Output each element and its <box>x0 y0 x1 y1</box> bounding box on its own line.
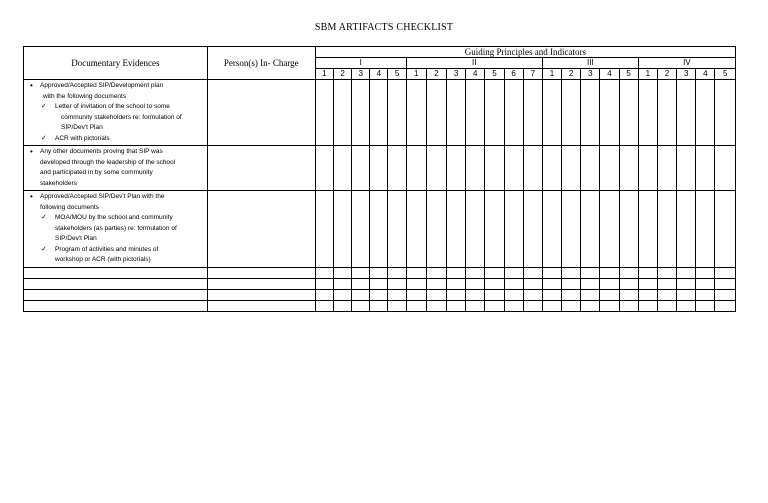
indicator-cell[interactable] <box>352 191 370 268</box>
evidence-cell[interactable] <box>24 289 208 300</box>
indicator-cell[interactable] <box>619 80 638 146</box>
indicator-cell[interactable] <box>523 80 542 146</box>
indicator-cell[interactable] <box>581 80 600 146</box>
indicator-cell[interactable] <box>370 80 388 146</box>
indicator-cell[interactable] <box>542 80 561 146</box>
person-in-charge-cell[interactable] <box>207 267 315 278</box>
header-guiding-principles: Guiding Principles and Indicators <box>315 47 735 58</box>
evidence-cell[interactable] <box>24 278 208 289</box>
indicator-number: 2 <box>426 69 446 80</box>
indicator-cell[interactable] <box>447 191 466 268</box>
indicator-number: 4 <box>696 69 715 80</box>
indicator-cell[interactable] <box>466 191 485 268</box>
check-mark-icon: ✓ <box>41 245 47 253</box>
indicator-number: 5 <box>619 69 638 80</box>
check-mark-icon: ✓ <box>41 214 47 221</box>
indicator-cell[interactable] <box>600 80 619 146</box>
indicator-cell[interactable] <box>466 146 485 191</box>
principle-header: II <box>406 58 542 69</box>
evidence-line: community stakeholders re: formulation of <box>61 113 182 121</box>
check-mark-icon: ✓ <box>41 134 47 142</box>
evidence-check-line: ✓ Letter of invitation of the school to some <box>27 102 205 113</box>
evidence-line: and participated in by some community <box>40 169 153 176</box>
indicator-cell[interactable] <box>696 80 715 146</box>
indicator-cell[interactable] <box>523 146 542 191</box>
indicator-number: 1 <box>542 69 561 80</box>
indicator-cell[interactable] <box>388 80 406 146</box>
evidence-check-line: ✓ Program of activities and minutes of <box>27 245 205 256</box>
indicator-cell[interactable] <box>485 146 504 191</box>
indicator-number: 4 <box>600 69 619 80</box>
indicator-cell[interactable] <box>677 80 696 146</box>
indicator-cell[interactable] <box>406 80 426 146</box>
indicator-cell[interactable] <box>677 146 696 191</box>
empty-table-row <box>24 267 736 278</box>
empty-table-row <box>24 300 736 311</box>
indicator-cell[interactable] <box>696 146 715 191</box>
indicator-number: 2 <box>333 69 351 80</box>
evidence-bullet-line: • Any other documents proving that SIP was <box>27 147 205 158</box>
table-row <box>24 191 736 268</box>
indicator-number: 4 <box>370 69 388 80</box>
header-persons-in-charge: Person(s) In- Charge <box>207 47 315 80</box>
indicator-cell[interactable] <box>677 191 696 268</box>
empty-table-row <box>24 278 736 289</box>
indicator-cell[interactable] <box>388 146 406 191</box>
indicator-cell[interactable] <box>352 80 370 146</box>
indicator-number: 1 <box>406 69 426 80</box>
evidence-check-line: ✓ ACR with pictorials <box>27 134 205 145</box>
indicator-cell[interactable] <box>426 191 446 268</box>
indicator-number: 5 <box>388 69 406 80</box>
indicator-number: 6 <box>504 69 523 80</box>
indicator-cell[interactable] <box>600 146 619 191</box>
indicator-cell[interactable] <box>406 146 426 191</box>
indicator-cell[interactable] <box>406 191 426 268</box>
indicator-cell[interactable] <box>562 80 581 146</box>
indicator-cell[interactable] <box>657 80 676 146</box>
person-in-charge-cell[interactable] <box>207 278 315 289</box>
evidence-line: stakeholders (as parties) re: formulation of <box>55 224 177 232</box>
person-in-charge-cell[interactable] <box>207 191 315 268</box>
evidence-line: following documents <box>40 203 99 211</box>
indicator-cell[interactable] <box>696 191 715 268</box>
indicator-number: 7 <box>523 69 542 80</box>
indicator-cell[interactable] <box>638 146 657 191</box>
evidence-line: developed through the leadership of the school <box>40 158 176 166</box>
indicator-cell[interactable] <box>315 191 333 268</box>
indicator-cell[interactable] <box>447 146 466 191</box>
indicator-cell[interactable] <box>315 146 333 191</box>
indicator-cell[interactable] <box>523 191 542 268</box>
indicator-number: 3 <box>677 69 696 80</box>
indicator-number: 2 <box>562 69 581 80</box>
indicator-cell[interactable] <box>657 146 676 191</box>
indicator-number: 1 <box>638 69 657 80</box>
indicator-cell[interactable] <box>619 146 638 191</box>
evidence-cell[interactable] <box>24 300 208 311</box>
evidence-bullet-line: • Approved/Accepted SIP/Dev't Plan with the <box>27 192 205 203</box>
principle-header: III <box>542 58 638 69</box>
indicator-cell[interactable] <box>562 146 581 191</box>
header-documentary-evidences: Documentary Evidences <box>24 47 208 80</box>
indicator-cell[interactable] <box>352 146 370 191</box>
indicator-cell[interactable] <box>638 191 657 268</box>
indicator-number: 3 <box>581 69 600 80</box>
indicator-cell[interactable] <box>542 191 561 268</box>
principle-header: IV <box>638 58 735 69</box>
evidence-cell <box>24 191 208 268</box>
indicator-cell[interactable] <box>504 80 523 146</box>
indicator-cell[interactable] <box>388 191 406 268</box>
evidence-line: workshop or ACR (with pictorials) <box>55 256 151 263</box>
person-in-charge-cell[interactable] <box>207 146 315 191</box>
indicator-cell[interactable] <box>370 191 388 268</box>
indicator-cell[interactable] <box>619 191 638 268</box>
evidence-line: stakeholders <box>40 179 77 187</box>
indicator-cell[interactable] <box>485 80 504 146</box>
indicator-cell[interactable] <box>715 191 736 268</box>
indicator-number: 2 <box>657 69 676 80</box>
indicator-cell[interactable] <box>426 80 446 146</box>
person-in-charge-cell[interactable] <box>207 80 315 146</box>
person-in-charge-cell[interactable] <box>207 300 315 311</box>
indicator-number: 3 <box>352 69 370 80</box>
indicator-number: 3 <box>447 69 466 80</box>
indicator-cell[interactable] <box>333 146 351 191</box>
evidence-bullet-line: • Approved/Accepted SIP/Development plan <box>27 81 205 92</box>
indicator-cell[interactable] <box>562 191 581 268</box>
indicator-number: 5 <box>715 69 736 80</box>
indicator-number: 4 <box>466 69 485 80</box>
evidence-cell <box>24 146 208 191</box>
indicator-cell[interactable] <box>333 80 351 146</box>
evidence-line: with the following documents <box>43 92 127 100</box>
indicator-cell[interactable] <box>504 191 523 268</box>
indicator-cell[interactable] <box>370 146 388 191</box>
evidence-cell <box>24 80 208 146</box>
evidence-check-line: ✓ MOA/MOU by the school and community <box>27 213 205 224</box>
table-row <box>24 146 736 191</box>
page-title: SBM ARTIFACTS CHECKLIST <box>314 22 454 33</box>
artifacts-checklist-table <box>23 46 736 312</box>
indicator-cell[interactable] <box>426 146 446 191</box>
indicator-cell[interactable] <box>315 80 333 146</box>
indicator-cell[interactable] <box>657 191 676 268</box>
person-in-charge-cell[interactable] <box>207 289 315 300</box>
indicator-cell[interactable] <box>715 80 736 146</box>
indicator-cell[interactable] <box>466 80 485 146</box>
indicator-cell[interactable] <box>600 191 619 268</box>
indicator-cell[interactable] <box>485 191 504 268</box>
table-row <box>24 80 736 146</box>
evidence-line: SIP/Dev't Plan <box>61 124 103 131</box>
indicator-number: 5 <box>485 69 504 80</box>
indicator-cell[interactable] <box>504 146 523 191</box>
indicator-cell[interactable] <box>638 80 657 146</box>
empty-table-row <box>24 289 736 300</box>
indicator-cell[interactable] <box>542 146 561 191</box>
check-mark-icon: ✓ <box>41 103 47 110</box>
indicator-cell[interactable] <box>581 146 600 191</box>
indicator-cell[interactable] <box>581 191 600 268</box>
indicator-cell[interactable] <box>333 191 351 268</box>
indicator-number: 1 <box>315 69 333 80</box>
indicator-cell[interactable] <box>715 146 736 191</box>
evidence-cell[interactable] <box>24 267 208 278</box>
evidence-line: SIP/Dev't Plan <box>55 235 97 242</box>
principle-header: I <box>315 58 406 69</box>
indicator-cell[interactable] <box>447 80 466 146</box>
